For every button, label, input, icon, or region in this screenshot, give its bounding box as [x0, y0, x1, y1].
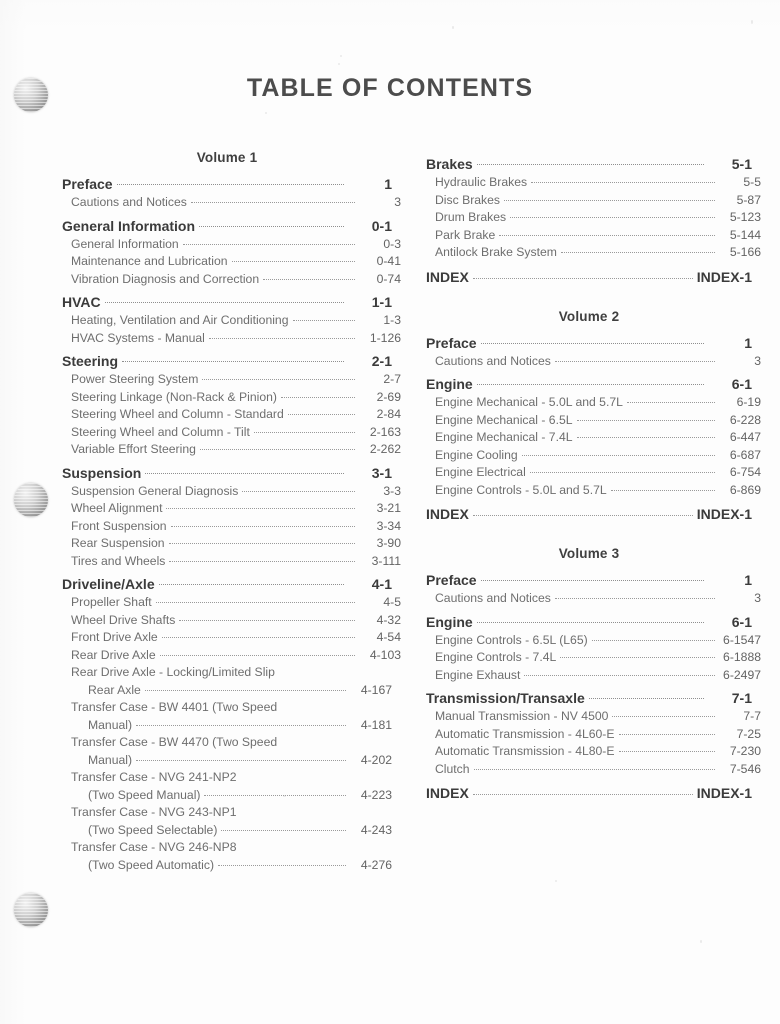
toc-index-label: INDEX	[426, 268, 469, 285]
toc-entry-page: 5-144	[729, 227, 761, 242]
toc-entry-page: 5-5	[743, 175, 761, 189]
toc-entry-continuation	[71, 822, 392, 840]
toc-entry-page: 3-111	[371, 553, 401, 568]
toc-entry-label: Cautions and Notices	[435, 591, 551, 605]
leader-dots	[288, 414, 355, 415]
toc-entry-page: 4-5	[383, 595, 401, 609]
toc-section-label: Steering	[62, 353, 119, 369]
toc-entry-row[interactable]	[426, 743, 761, 761]
toc-index-row[interactable]	[426, 267, 752, 287]
toc-entry-row[interactable]	[426, 649, 761, 667]
toc-entry-label: Rear Suspension	[71, 536, 165, 550]
toc-section-row[interactable]	[426, 688, 752, 708]
leader-dots	[499, 235, 715, 236]
toc-entry-row[interactable]	[62, 804, 392, 839]
toc-section-row[interactable]	[62, 174, 392, 194]
hole-middle	[14, 483, 48, 517]
toc-entry-row[interactable]	[62, 389, 401, 407]
scan-speck	[340, 55, 342, 57]
toc-entry-row[interactable]	[62, 194, 401, 212]
toc-entry-label-line1: Rear Drive Axle - Locking/Limited Slip	[71, 665, 275, 679]
toc-section-page: 7-1	[731, 690, 752, 706]
toc-entry-label: Park Brake	[435, 227, 496, 242]
toc-entry-label: Propeller Shaft	[71, 595, 152, 609]
toc-entry-row[interactable]	[426, 632, 761, 650]
toc-entry-label: Variable Effort Steering	[71, 442, 196, 456]
toc-entry-row[interactable]	[62, 734, 392, 769]
leader-dots	[510, 217, 715, 218]
toc-entry-page: 4-103	[369, 647, 401, 662]
leader-dots	[183, 244, 355, 245]
toc-section-row[interactable]	[426, 612, 752, 632]
leader-dots	[555, 598, 715, 599]
toc-entry-page: 1-3	[383, 313, 401, 327]
toc-entry-label: Front Drive Axle	[71, 630, 158, 644]
leader-dots	[474, 769, 715, 770]
toc-entry-page: 3	[754, 591, 761, 605]
leader-dots	[145, 473, 344, 474]
toc-entry-continuation	[71, 717, 392, 735]
toc-entry-page: 4-32	[376, 612, 401, 627]
leader-dots	[281, 397, 355, 398]
toc-entry-label: Engine Controls - 5.0L and 5.7L	[435, 482, 607, 497]
toc-entry-label: Steering Linkage (Non-Rack & Pinion)	[71, 389, 277, 404]
toc-section-label: Engine	[426, 613, 473, 630]
toc-entry-label: Tires and Wheels	[71, 553, 166, 568]
toc-section-label: Suspension	[62, 464, 142, 481]
toc-entry-row[interactable]	[62, 553, 401, 571]
toc-entry-label: Drum Brakes	[435, 210, 507, 224]
toc-entry-page: 6-687	[729, 447, 761, 462]
toc-entry-row[interactable]	[426, 464, 761, 482]
toc-entry-label-line1: Transfer Case - BW 4401 (Two Speed	[71, 700, 278, 714]
leader-dots	[232, 261, 355, 262]
scan-speck	[338, 63, 340, 65]
toc-entry-page: 5-123	[729, 210, 761, 224]
toc-section-row[interactable]	[62, 292, 392, 312]
toc-entry-label-line2: (Two Speed Manual)	[88, 787, 201, 802]
toc-entry-row[interactable]	[62, 406, 401, 424]
leader-dots	[122, 361, 344, 362]
toc-entry-row[interactable]	[62, 612, 401, 630]
leader-dots	[105, 302, 344, 303]
toc-entry-row[interactable]	[426, 174, 761, 192]
toc-entry-row[interactable]	[62, 330, 401, 348]
leader-dots	[179, 620, 355, 621]
toc-entry-label: Clutch	[435, 761, 470, 776]
toc-entry-page: 2-69	[376, 389, 401, 404]
leader-dots	[477, 622, 704, 623]
leader-dots	[169, 543, 356, 544]
toc-section-page: 1-1	[371, 294, 392, 310]
toc-entry-row[interactable]	[62, 500, 401, 518]
toc-entry-label-line1: Transfer Case - NVG 246-NP8	[71, 840, 237, 854]
leader-dots	[577, 420, 715, 421]
toc-entry-label-line1: Transfer Case - NVG 243-NP1	[71, 805, 237, 819]
leader-dots	[611, 490, 715, 491]
toc-entry-row[interactable]	[62, 664, 392, 699]
toc-index-page: INDEX-1	[696, 268, 752, 285]
toc-entry-label: Automatic Transmission - 4L60-E	[435, 726, 615, 741]
toc-entry-page: 6-19	[736, 395, 761, 409]
toc-index-page: INDEX-1	[696, 785, 752, 801]
toc-section-row[interactable]	[62, 351, 392, 371]
toc-entry-page: 7-7	[743, 709, 761, 723]
toc-entry-label: Vibration Diagnosis and Correction	[71, 271, 260, 286]
toc-entry-label: HVAC Systems - Manual	[71, 330, 205, 345]
volume-heading: Volume 1	[196, 150, 258, 165]
toc-entry-label: Manual Transmission - NV 4500	[435, 709, 609, 723]
toc-section-page: 3-1	[371, 464, 392, 481]
toc-entry-page: 2-84	[376, 407, 401, 421]
leader-dots	[209, 338, 355, 339]
leader-dots	[473, 278, 693, 279]
leader-dots	[145, 690, 346, 691]
leader-dots	[504, 200, 715, 201]
leader-dots	[627, 402, 715, 403]
toc-entry-row[interactable]	[62, 483, 401, 501]
leader-dots	[577, 437, 715, 438]
toc-entry-page: 5-166	[729, 245, 761, 259]
toc-entry-label: Wheel Alignment	[71, 501, 163, 515]
toc-entry-page: 3-21	[376, 501, 401, 515]
toc-section-row[interactable]	[426, 333, 752, 353]
toc-entry-page: 5-87	[736, 192, 761, 207]
toc-entry-label-line1: Transfer Case - BW 4470 (Two Speed	[71, 735, 278, 749]
scan-speck	[555, 880, 557, 882]
leader-dots	[218, 865, 346, 866]
toc-entry-continuation	[71, 682, 392, 700]
toc-entry-page: 1-126	[369, 330, 401, 345]
toc-entry-row[interactable]	[426, 394, 761, 412]
toc-entry-label-line2: (Two Speed Automatic)	[88, 857, 214, 872]
toc-entry-page: 6-447	[729, 430, 761, 444]
volume-heading: Volume 2	[558, 308, 620, 324]
leader-dots	[169, 561, 355, 562]
toc-entry-label: Engine Exhaust	[435, 667, 521, 682]
toc-entry-row[interactable]	[426, 244, 761, 262]
toc-entry-page: 4-276	[360, 857, 392, 872]
leader-dots	[242, 491, 355, 492]
leader-dots	[136, 760, 346, 761]
toc-entry-page: 7-25	[736, 726, 761, 741]
leader-dots	[524, 675, 715, 676]
toc-entry-label-line2: Manual)	[88, 752, 133, 767]
toc-entry-row[interactable]	[62, 535, 401, 553]
toc-entry-label-line2: (Two Speed Selectable)	[88, 822, 218, 837]
toc-entry-page: 7-230	[729, 744, 761, 758]
toc-entry-page: 7-546	[729, 761, 761, 776]
toc-entry-label: Rear Drive Axle	[71, 647, 156, 662]
toc-section-row[interactable]	[62, 574, 392, 594]
toc-entry-label: Steering Wheel and Column - Tilt	[71, 424, 250, 439]
toc-entry-page: 4-54	[376, 630, 401, 644]
toc-section-page: 4-1	[371, 576, 392, 592]
toc-section-page: 6-1	[731, 613, 752, 630]
toc-section-row[interactable]	[62, 216, 392, 236]
toc-entry-page: 3-3	[383, 483, 401, 498]
toc-index-row[interactable]	[426, 783, 752, 803]
toc-entry-page: 6-1547	[723, 632, 761, 647]
leader-dots	[263, 279, 355, 280]
toc-entry-row[interactable]	[426, 447, 761, 465]
toc-entry-row[interactable]	[426, 761, 761, 779]
toc-section-page: 1	[744, 572, 752, 588]
toc-entry-row[interactable]	[62, 271, 401, 289]
hole-bottom	[14, 893, 48, 927]
leader-dots	[619, 734, 716, 735]
toc-entry-row[interactable]	[426, 482, 761, 500]
toc-entry-row[interactable]	[62, 236, 401, 254]
toc-entry-page: 2-7	[383, 372, 401, 386]
leader-dots	[477, 384, 704, 385]
toc-entry-row[interactable]	[62, 699, 392, 734]
toc-section-page: 6-1	[731, 376, 752, 392]
leader-dots	[473, 794, 693, 795]
toc-section-page: 1	[384, 176, 392, 192]
leader-dots	[159, 584, 344, 585]
toc-entry-continuation	[71, 857, 392, 875]
toc-entry-label: Engine Mechanical - 5.0L and 5.7L	[435, 395, 623, 409]
toc-entry-row[interactable]	[62, 518, 401, 536]
toc-section-page: 2-1	[371, 353, 392, 369]
toc-entry-label: Power Steering System	[71, 372, 199, 386]
leader-dots	[202, 379, 355, 380]
toc-entry-label: Disc Brakes	[435, 192, 501, 207]
toc-index-label: INDEX	[426, 785, 469, 801]
toc-entry-label: Front Suspension	[71, 518, 167, 533]
toc-entry-row[interactable]	[426, 667, 761, 685]
leader-dots	[473, 515, 693, 516]
toc-section-row[interactable]	[426, 374, 752, 394]
toc-section-label: Transmission/Transaxle	[426, 690, 585, 706]
leader-dots	[191, 202, 355, 203]
leader-dots	[199, 226, 344, 227]
leader-dots	[477, 164, 704, 165]
toc-entry-label: Cautions and Notices	[435, 353, 551, 368]
toc-entry-label-line1: Transfer Case - NVG 241-NP2	[71, 770, 237, 784]
leader-dots	[481, 580, 704, 581]
toc-section-label: Driveline/Axle	[62, 576, 155, 592]
toc-entry-label: Engine Cooling	[435, 447, 518, 462]
leader-dots	[162, 637, 355, 638]
toc-entry-label: Engine Controls - 6.5L (L65)	[435, 632, 588, 647]
toc-entry-continuation	[71, 787, 392, 805]
toc-entry-label: General Information	[71, 236, 179, 251]
toc-section-label: General Information	[62, 217, 196, 234]
toc-section-label: HVAC	[62, 294, 101, 310]
toc-section-row[interactable]	[426, 154, 752, 174]
toc-entry-row[interactable]	[62, 424, 401, 442]
toc-entry-label: Maintenance and Lubrication	[71, 254, 228, 268]
toc-entry-label: Engine Mechanical - 6.5L	[435, 412, 573, 427]
toc-entry-page: 0-41	[376, 254, 401, 268]
leader-dots	[200, 449, 355, 450]
leader-dots	[136, 725, 346, 726]
toc-entry-label: Hydraulic Brakes	[435, 175, 528, 189]
toc-entry-label: Engine Electrical	[435, 465, 526, 479]
toc-entry-row[interactable]	[62, 371, 401, 389]
toc-entry-page: 3	[754, 353, 761, 368]
leader-dots	[156, 602, 355, 603]
leader-dots	[160, 655, 355, 656]
toc-entry-row[interactable]	[62, 647, 401, 665]
toc-section-row[interactable]	[62, 463, 392, 483]
toc-entry-label: Steering Wheel and Column - Standard	[71, 407, 284, 421]
toc-entry-label-line2: Manual)	[88, 717, 133, 732]
toc-entry-row[interactable]	[426, 429, 761, 447]
toc-entry-label: Heating, Ventilation and Air Conditioning	[71, 313, 289, 327]
leader-dots	[560, 657, 715, 658]
scan-speck	[700, 940, 702, 943]
toc-entry-page: 6-2497	[723, 667, 761, 682]
toc-entry-label: Antilock Brake System	[435, 245, 557, 259]
toc-section-row[interactable]	[426, 570, 752, 590]
toc-entry-row[interactable]	[426, 209, 761, 227]
toc-entry-page: 6-869	[729, 482, 761, 497]
toc-entry-label: Suspension General Diagnosis	[71, 483, 239, 498]
toc-entry-label: Cautions and Notices	[71, 195, 187, 209]
leader-dots	[254, 432, 355, 433]
toc-section-label: Brakes	[426, 156, 473, 172]
toc-entry-page: 4-167	[360, 682, 392, 697]
toc-entry-row[interactable]	[426, 726, 761, 744]
toc-section-label: Preface	[62, 176, 113, 192]
toc-section-label: Preface	[426, 572, 477, 588]
leader-dots	[522, 455, 715, 456]
leader-dots	[589, 698, 704, 699]
toc-column-left	[62, 150, 401, 874]
leader-dots	[117, 184, 344, 185]
toc-entry-row[interactable]	[62, 629, 401, 647]
toc-entry-page: 4-181	[360, 717, 392, 732]
leader-dots	[166, 508, 355, 509]
toc-entry-row[interactable]	[426, 412, 761, 430]
leader-dots	[481, 343, 704, 344]
scan-speck	[751, 20, 753, 24]
toc-entry-page: 4-223	[360, 787, 392, 802]
leader-dots	[555, 361, 715, 362]
toc-section-label: Preface	[426, 334, 477, 351]
toc-entry-page: 2-163	[369, 424, 401, 439]
toc-entry-label-line2: Rear Axle	[88, 682, 141, 697]
toc-entry-page: 6-228	[729, 412, 761, 427]
toc-index-label: INDEX	[426, 506, 469, 522]
toc-entry-page: 0-3	[383, 236, 401, 251]
toc-section-page: 0-1	[371, 217, 392, 234]
leader-dots	[561, 252, 715, 253]
leader-dots	[293, 320, 356, 321]
toc-entry-row[interactable]	[426, 708, 761, 726]
page-title: TABLE OF CONTENTS	[246, 74, 534, 102]
scan-speck	[265, 112, 267, 114]
toc-entry-row[interactable]	[62, 441, 401, 459]
toc-entry-row[interactable]	[426, 227, 761, 245]
toc-entry-row[interactable]	[426, 353, 761, 371]
volume-heading: Volume 3	[558, 546, 620, 561]
leader-dots	[204, 795, 346, 796]
leader-dots	[531, 182, 715, 183]
toc-entry-row[interactable]	[62, 769, 392, 804]
toc-section-page: 1	[744, 334, 752, 351]
toc-entry-page: 0-74	[376, 271, 401, 286]
toc-entry-row[interactable]	[62, 839, 392, 874]
leader-dots	[530, 472, 715, 473]
toc-index-row[interactable]	[426, 504, 752, 524]
toc-section-label: Engine	[426, 376, 473, 392]
toc-entry-row[interactable]	[426, 590, 761, 608]
leader-dots	[592, 640, 715, 641]
toc-entry-row[interactable]	[62, 312, 401, 330]
leader-dots	[171, 526, 355, 527]
toc-entry-label: Automatic Transmission - 4L80-E	[435, 744, 615, 758]
toc-entry-page: 3	[394, 195, 401, 209]
leader-dots	[619, 751, 716, 752]
leader-dots	[612, 716, 715, 717]
toc-entry-row[interactable]	[62, 594, 401, 612]
toc-entry-continuation	[71, 752, 392, 770]
leader-dots	[221, 830, 346, 831]
toc-entry-page: 2-262	[369, 442, 401, 456]
toc-entry-label: Wheel Drive Shafts	[71, 612, 176, 627]
toc-entry-page: 4-243	[360, 822, 392, 837]
toc-entry-page: 3-90	[376, 536, 401, 550]
toc-column-right	[426, 150, 761, 803]
toc-entry-page: 4-202	[360, 752, 392, 767]
toc-entry-label: Engine Mechanical - 7.4L	[435, 430, 573, 444]
toc-entry-row[interactable]	[426, 192, 761, 210]
toc-entry-label: Engine Controls - 7.4L	[435, 650, 557, 664]
toc-index-page: INDEX-1	[696, 506, 752, 522]
toc-entry-row[interactable]	[62, 253, 401, 271]
toc-entry-page: 6-1888	[723, 650, 761, 664]
toc-entry-page: 6-754	[729, 465, 761, 479]
scan-speck	[452, 26, 454, 29]
toc-entry-page: 3-34	[376, 518, 401, 533]
toc-section-page: 5-1	[731, 156, 752, 172]
